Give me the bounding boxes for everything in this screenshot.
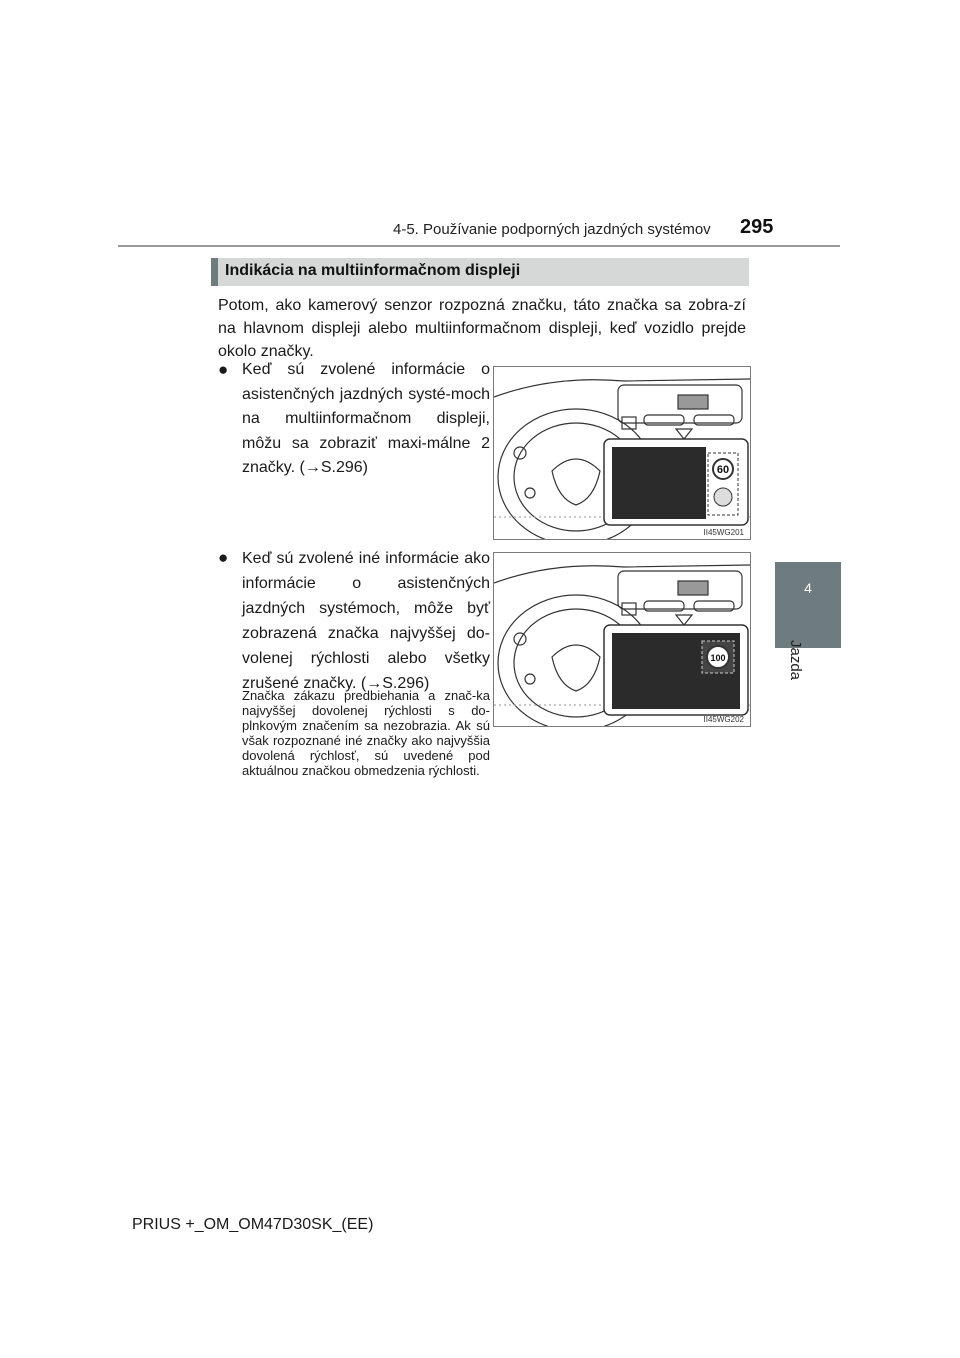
document-footer: PRIUS +_OM_OM47D30SK_(EE) <box>132 1216 374 1233</box>
chapter-tab-label: Jazda <box>787 640 804 681</box>
figure-code: II45WG201 <box>703 528 744 537</box>
chapter-tab-number: 4 <box>804 580 812 596</box>
bullet-item <box>218 546 490 696</box>
bullet-text: Keď sú zvolené informácie o asistenčných jazdných systé-moch na multiinformačnom displeji, môžu sa zobraziť maxi-málne 2 značky. (→S.296) <box>242 361 490 476</box>
header-divider <box>118 245 840 247</box>
note-paragraph: Značka zákazu predbiehania a znač-ka najvyššej dovolenej rýchlosti s do-plnkovým značením sa nezobrazia. Ak sú však rozpoznané iné značky ako najvyššia dovolená rýchlosť, sú uvedené pod aktuálnou značkou obmedzenia rýchlosti. <box>242 688 490 778</box>
chapter-tab <box>775 562 841 648</box>
section-heading: Indikácia na multiinformačnom displeji <box>225 262 521 279</box>
dashboard-illustration-1 <box>493 366 751 540</box>
bullet-text: Keď sú zvolené iné informácie ako informácie o asistenčných jazdných systémoch, môže byť zobrazená značka najvyššej do-volenej rýchlosti alebo všetky zrušené značky. (→S.296) <box>242 550 490 692</box>
page-number: 295 <box>740 216 774 238</box>
bullet-icon: ● <box>218 360 229 379</box>
dashboard-illustration-2 <box>493 552 751 727</box>
figure-code: II45WG202 <box>703 715 744 724</box>
intro-paragraph: Potom, ako kamerový senzor rozpozná značku, táto značka sa zobra-zí na hlavnom displeji alebo multiinformačnom displeji, keď vozidlo prejde okolo značky. <box>218 297 746 360</box>
bullet-icon: ● <box>218 548 229 567</box>
running-header: 4-5. Používanie podporných jazdných systémov <box>393 221 711 238</box>
speed-limit-sign: 60 <box>716 464 730 476</box>
speed-limit-sign: 100 <box>710 653 726 663</box>
bullet-item <box>218 358 490 481</box>
